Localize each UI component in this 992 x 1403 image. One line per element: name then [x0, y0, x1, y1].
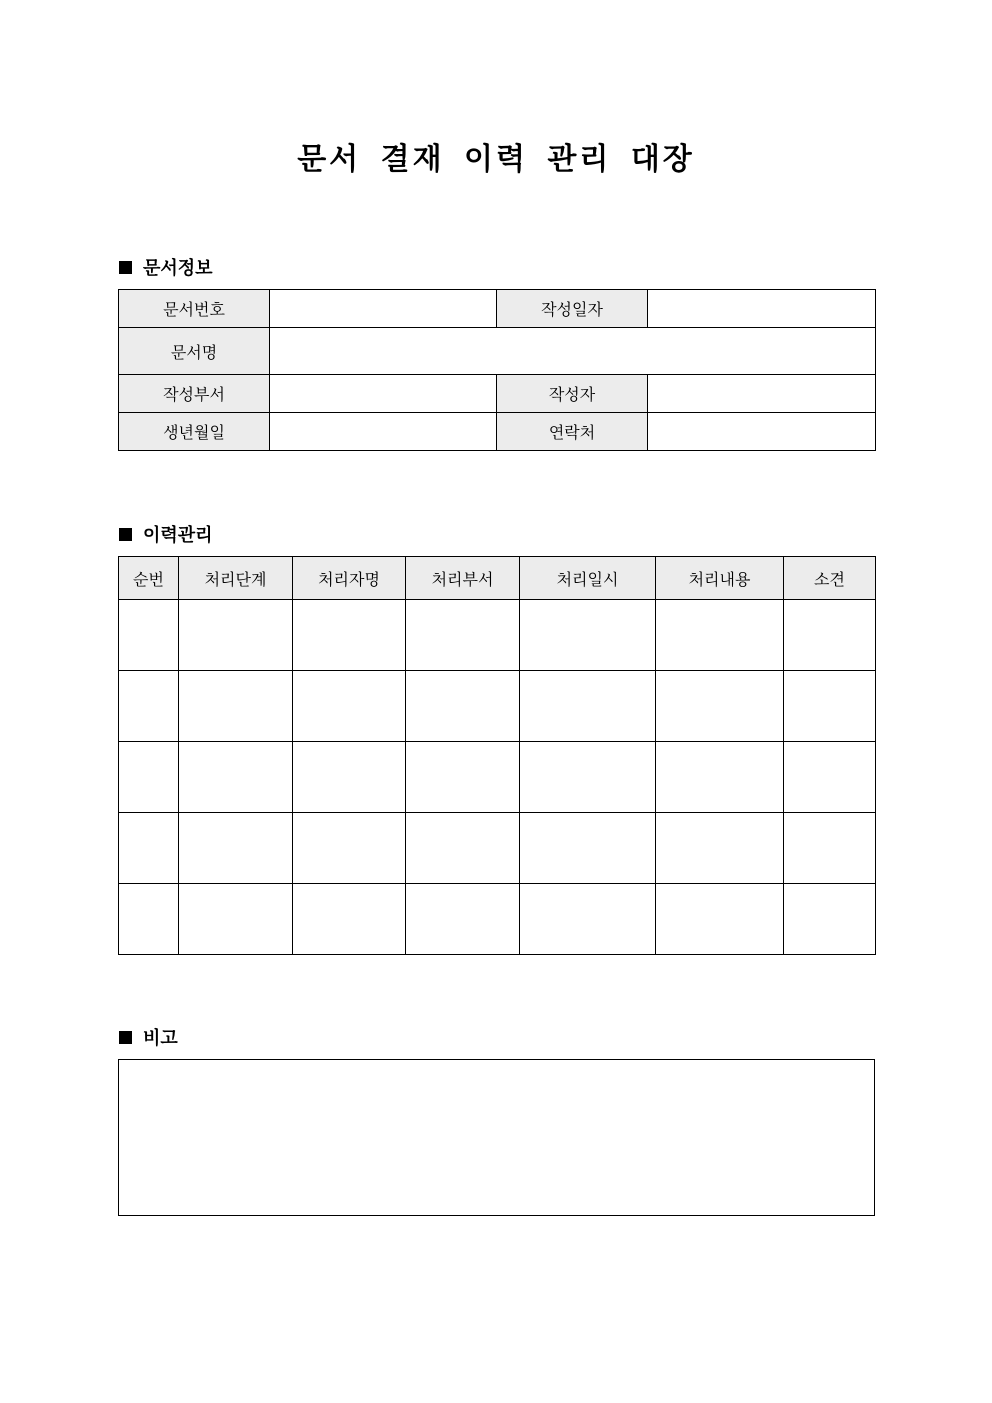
cell-opinion[interactable]	[784, 600, 876, 671]
cell-opinion[interactable]	[784, 884, 876, 955]
col-header-handler: 처리자명	[293, 557, 406, 600]
cell-content[interactable]	[656, 600, 784, 671]
square-bullet-icon	[119, 1031, 132, 1044]
cell-stage[interactable]	[179, 742, 293, 813]
cell-content[interactable]	[656, 884, 784, 955]
cell-handler[interactable]	[293, 671, 406, 742]
cell-seq[interactable]	[119, 671, 179, 742]
label-birth: 생년월일	[119, 413, 270, 451]
section-header-info	[119, 254, 213, 280]
cell-seq[interactable]	[119, 742, 179, 813]
label-dept: 작성부서	[119, 375, 270, 413]
cell-content[interactable]	[656, 813, 784, 884]
cell-handler[interactable]	[293, 884, 406, 955]
col-header-stage: 처리단계	[179, 557, 293, 600]
field-dept[interactable]	[270, 375, 497, 413]
page-title: 문서 결재 이력 관리 대장	[297, 142, 695, 177]
col-header-dept: 처리부서	[406, 557, 520, 600]
section-title-history: 이력관리	[143, 525, 213, 546]
field-doc-no[interactable]	[270, 290, 497, 328]
cell-stage[interactable]	[179, 600, 293, 671]
history-header-row	[119, 557, 876, 600]
col-header-datetime: 처리일시	[520, 557, 656, 600]
label-doc-no: 문서번호	[119, 290, 270, 328]
document-info-table	[118, 289, 876, 451]
cell-datetime[interactable]	[520, 884, 656, 955]
cell-dept[interactable]	[406, 813, 520, 884]
cell-handler[interactable]	[293, 600, 406, 671]
remarks-box[interactable]	[118, 1059, 875, 1216]
cell-stage[interactable]	[179, 813, 293, 884]
field-contact[interactable]	[648, 413, 876, 451]
table-row	[119, 884, 876, 955]
cell-opinion[interactable]	[784, 671, 876, 742]
label-contact: 연락처	[497, 413, 648, 451]
cell-seq[interactable]	[119, 884, 179, 955]
history-table	[118, 556, 876, 955]
label-doc-name: 문서명	[119, 328, 270, 375]
cell-handler[interactable]	[293, 813, 406, 884]
cell-opinion[interactable]	[784, 813, 876, 884]
col-header-seq: 순번	[119, 557, 179, 600]
cell-content[interactable]	[656, 671, 784, 742]
cell-datetime[interactable]	[520, 742, 656, 813]
cell-dept[interactable]	[406, 600, 520, 671]
col-header-opinion: 소견	[784, 557, 876, 600]
table-row	[119, 600, 876, 671]
cell-opinion[interactable]	[784, 742, 876, 813]
cell-datetime[interactable]	[520, 813, 656, 884]
square-bullet-icon	[119, 528, 132, 541]
cell-handler[interactable]	[293, 742, 406, 813]
cell-seq[interactable]	[119, 813, 179, 884]
section-title-info: 문서정보	[143, 258, 213, 279]
square-bullet-icon	[119, 261, 132, 274]
table-row	[119, 742, 876, 813]
table-row	[119, 813, 876, 884]
cell-stage[interactable]	[179, 884, 293, 955]
col-header-content: 처리내용	[656, 557, 784, 600]
cell-datetime[interactable]	[520, 600, 656, 671]
section-header-remarks	[119, 1024, 178, 1050]
cell-dept[interactable]	[406, 884, 520, 955]
cell-seq[interactable]	[119, 600, 179, 671]
label-author: 작성자	[497, 375, 648, 413]
field-doc-name[interactable]	[270, 328, 876, 375]
cell-datetime[interactable]	[520, 671, 656, 742]
cell-dept[interactable]	[406, 742, 520, 813]
cell-dept[interactable]	[406, 671, 520, 742]
table-row	[119, 671, 876, 742]
cell-stage[interactable]	[179, 671, 293, 742]
field-birth[interactable]	[270, 413, 497, 451]
label-created-date: 작성일자	[497, 290, 648, 328]
field-created-date[interactable]	[648, 290, 876, 328]
field-author[interactable]	[648, 375, 876, 413]
cell-content[interactable]	[656, 742, 784, 813]
section-header-history	[119, 521, 213, 547]
section-title-remarks: 비고	[143, 1028, 178, 1049]
